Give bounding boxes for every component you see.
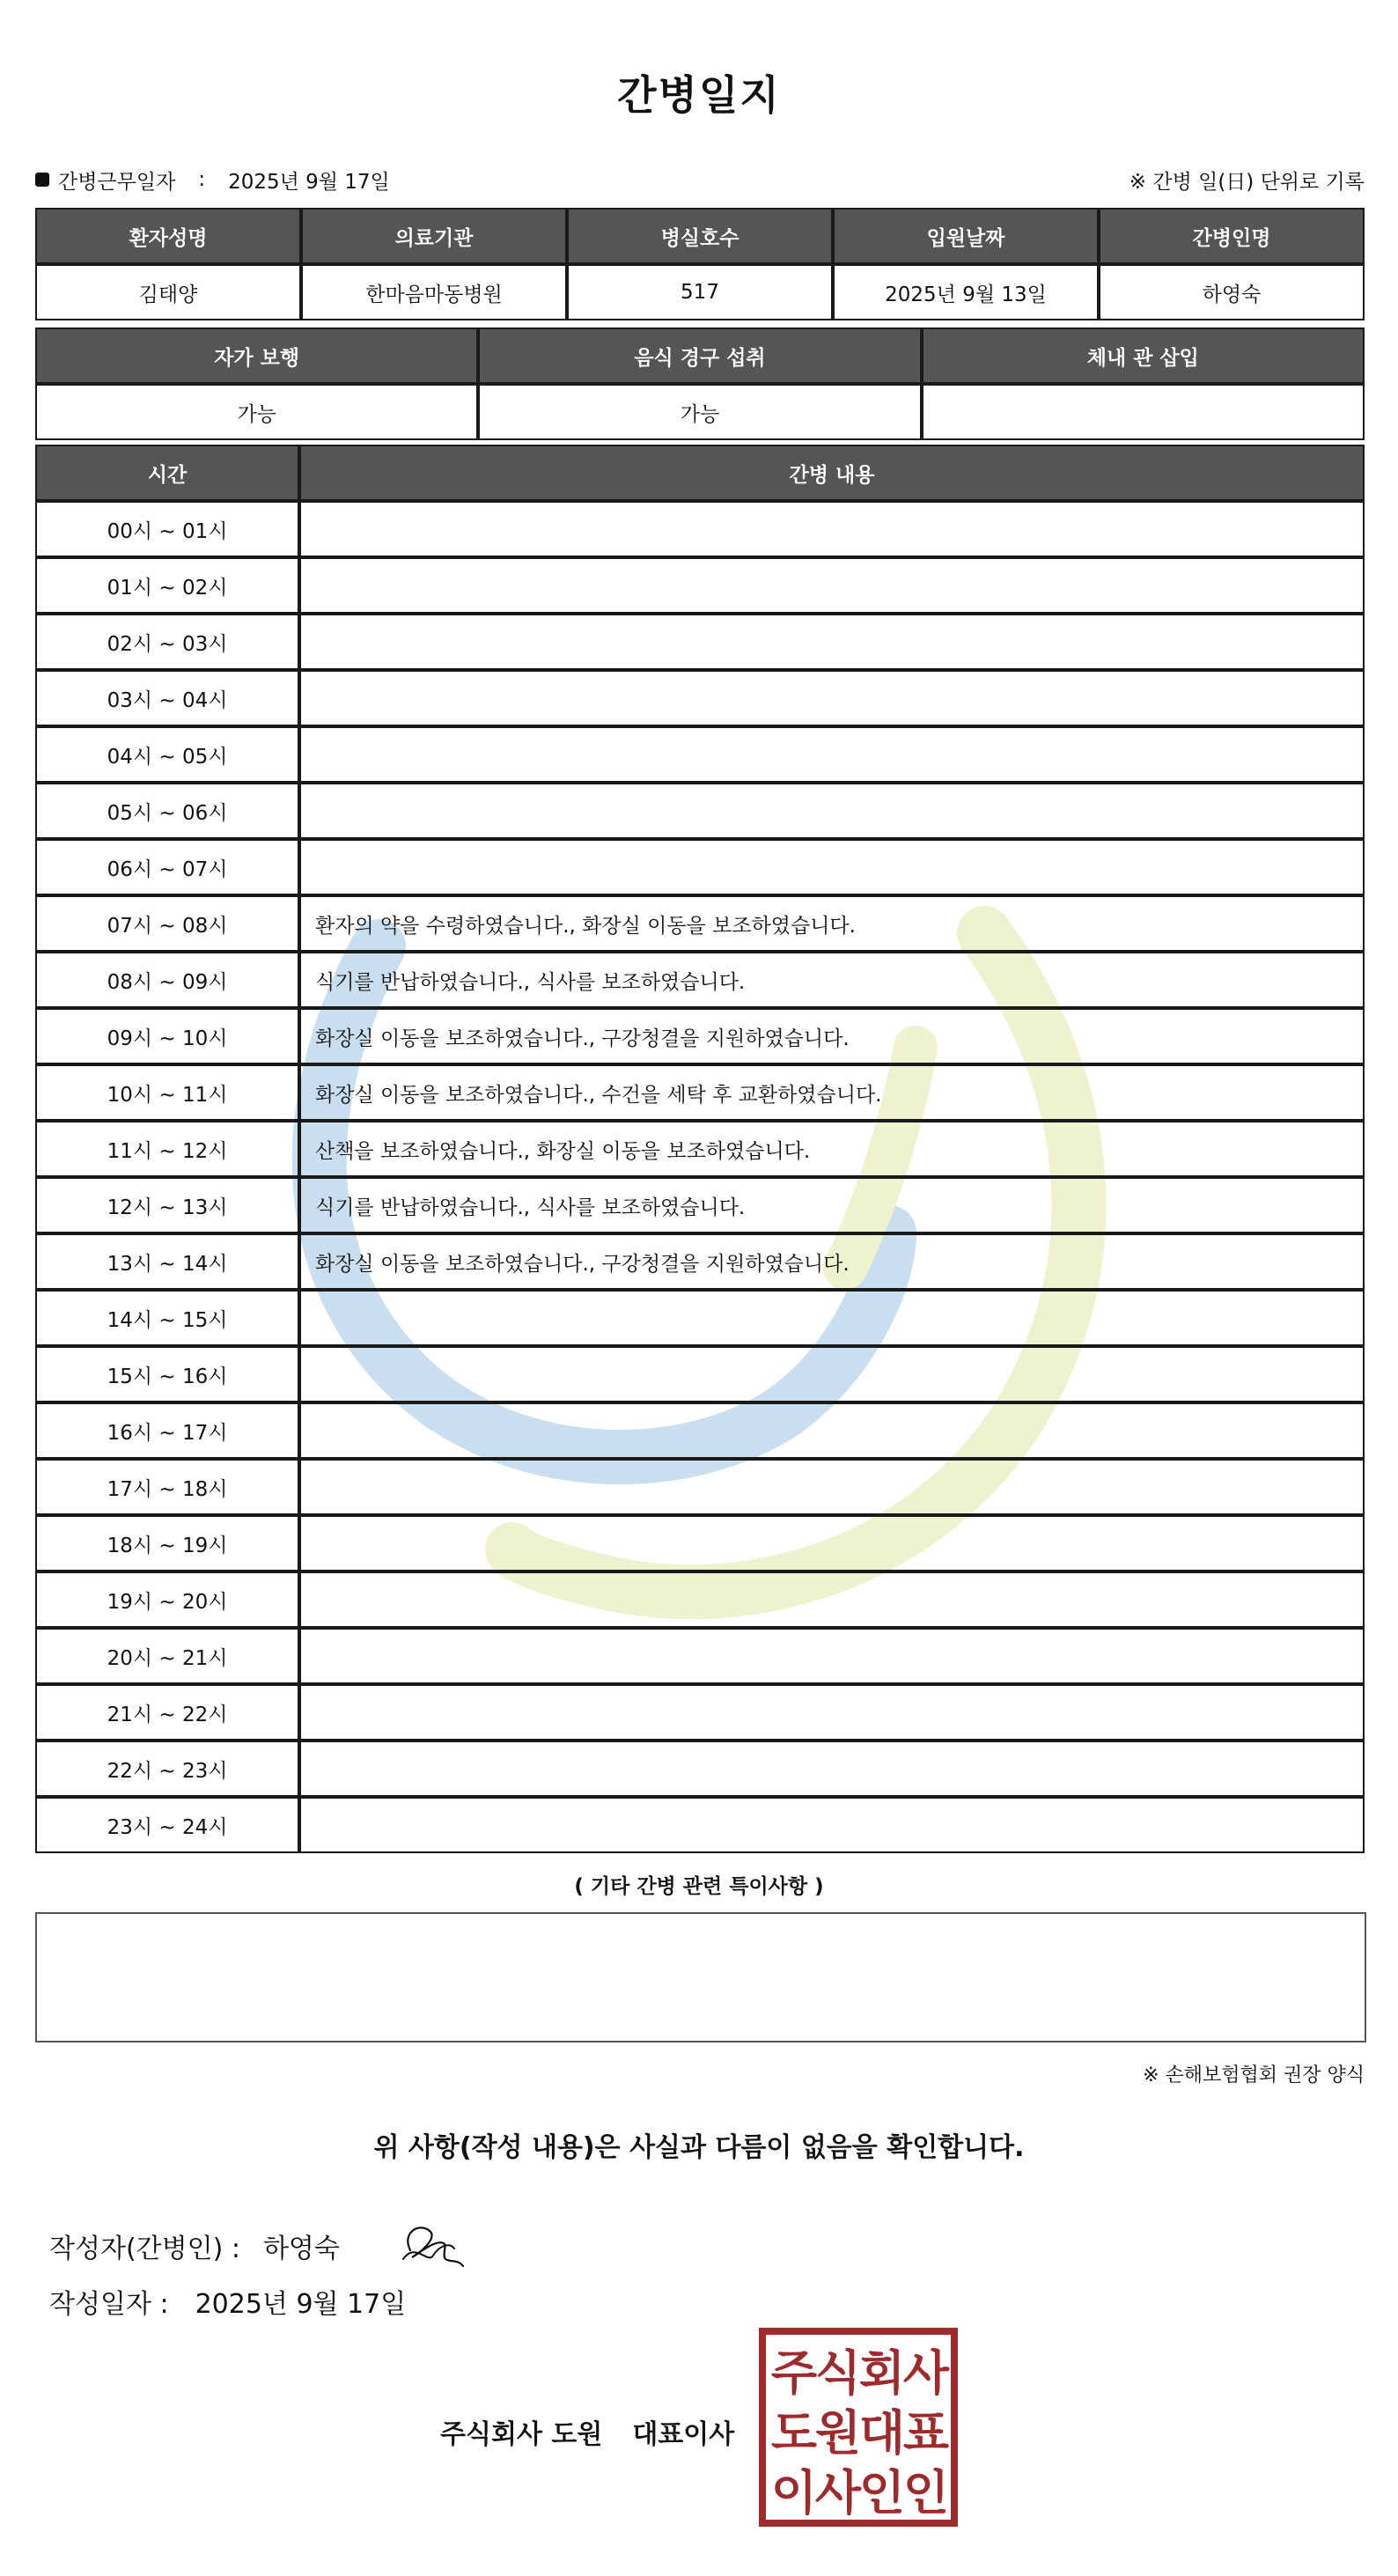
care-content-cell [299, 1571, 1365, 1628]
care-content-cell: 화장실 이동을 보조하였습니다., 구강청결을 지원하였습니다. [299, 1008, 1365, 1064]
oral-intake-value: 가능 [478, 384, 921, 440]
tube-insertion-value [922, 384, 1365, 440]
care-log-body [35, 501, 1365, 1853]
time-cell: 14시 ~ 15시 [35, 1290, 299, 1346]
table-row [35, 1233, 1365, 1290]
time-cell: 07시 ~ 08시 [35, 895, 299, 952]
date-row [49, 2282, 406, 2321]
table-row [35, 1515, 1365, 1571]
care-content-cell: 식기를 반납하였습니다., 식사를 보조하였습니다. [299, 952, 1365, 1008]
signature-icon [393, 2215, 472, 2277]
table-row [35, 1064, 1365, 1121]
time-cell: 15시 ~ 16시 [35, 1346, 299, 1402]
table-row [35, 1008, 1365, 1064]
table-row [35, 501, 1365, 557]
ceo-title: 대표이사 [632, 2419, 735, 2450]
patient-info-table [35, 208, 1365, 320]
time-cell: 23시 ~ 24시 [35, 1797, 299, 1853]
header-hospital: 의료기관 [301, 208, 567, 264]
table-row [35, 726, 1365, 783]
table-row [35, 1684, 1365, 1741]
ability-table [35, 328, 1365, 440]
insurance-note: ※ 손해보험협회 권장 양식 [1143, 2064, 1365, 2087]
author-row [49, 2215, 472, 2277]
care-content-cell [299, 1402, 1365, 1459]
work-date [35, 166, 390, 195]
care-content-cell [299, 1741, 1365, 1797]
time-cell: 10시 ~ 11시 [35, 1064, 299, 1121]
confirmation-statement: 위 사항(작성 내용)은 사실과 다름이 없음을 확인합니다. [373, 2132, 1025, 2163]
care-content-cell [299, 501, 1365, 557]
care-content-cell [299, 670, 1365, 726]
time-cell: 20시 ~ 21시 [35, 1628, 299, 1684]
table-row [35, 1628, 1365, 1684]
caregiver-name: 하영숙 [1099, 264, 1365, 320]
ability-header-row [35, 328, 1365, 384]
care-content-cell: 화장실 이동을 보조하였습니다., 구강청결을 지원하였습니다. [299, 1233, 1365, 1290]
table-row [35, 1121, 1365, 1177]
table-row [35, 1797, 1365, 1853]
care-content-cell: 화장실 이동을 보조하였습니다., 수건을 세탁 후 교환하였습니다. [299, 1064, 1365, 1121]
author-label: 작성자(간병인) : [49, 2234, 240, 2264]
table-row [35, 670, 1365, 726]
care-content-cell [299, 1515, 1365, 1571]
date-label: 작성일자 : [49, 2289, 169, 2320]
care-content-cell: 산책을 보조하였습니다., 화장실 이동을 보조하였습니다. [299, 1121, 1365, 1177]
svg-text:도: 도 [770, 2405, 818, 2461]
table-row [35, 839, 1365, 895]
care-content-cell [299, 1290, 1365, 1346]
time-cell: 05시 ~ 06시 [35, 783, 299, 839]
table-row [35, 895, 1365, 952]
bullet-square-icon [35, 173, 49, 187]
svg-text:이: 이 [770, 2465, 818, 2521]
time-cell: 21시 ~ 22시 [35, 1684, 299, 1741]
header-time: 시간 [35, 445, 299, 501]
time-cell: 22시 ~ 23시 [35, 1741, 299, 1797]
svg-text:인: 인 [858, 2465, 906, 2521]
care-content-cell: 식기를 반납하였습니다., 식사를 보조하였습니다. [299, 1177, 1365, 1233]
time-cell: 16시 ~ 17시 [35, 1402, 299, 1459]
work-date-separator: : [198, 168, 206, 191]
header-self-walking: 자가 보행 [35, 328, 478, 384]
header-oral-intake: 음식 경구 섭취 [478, 328, 921, 384]
time-cell: 02시 ~ 03시 [35, 614, 299, 670]
care-content-cell [299, 726, 1365, 783]
table-row [35, 783, 1365, 839]
time-cell: 06시 ~ 07시 [35, 839, 299, 895]
svg-text:사: 사 [902, 2345, 950, 2401]
care-content-cell [299, 1684, 1365, 1741]
patient-name: 김태양 [35, 264, 301, 320]
time-cell: 11시 ~ 12시 [35, 1121, 299, 1177]
time-cell: 12시 ~ 13시 [35, 1177, 299, 1233]
header-room-number: 병실호수 [567, 208, 833, 264]
patient-info-value-row [35, 264, 1365, 320]
self-walking-value: 가능 [35, 384, 478, 440]
table-row [35, 1741, 1365, 1797]
header-tube-insertion: 체내 관 삽입 [922, 328, 1365, 384]
hospital-name: 한마음마동병원 [301, 264, 567, 320]
notes-title: ( 기타 간병 관련 특이사항 ) [574, 1875, 824, 1898]
care-content-cell [299, 614, 1365, 670]
svg-text:사: 사 [814, 2465, 862, 2521]
time-cell: 13시 ~ 14시 [35, 1233, 299, 1290]
table-row [35, 614, 1365, 670]
header-patient-name: 환자성명 [35, 208, 301, 264]
care-log-table [35, 445, 1365, 1853]
time-cell: 00시 ~ 01시 [35, 501, 299, 557]
unit-note: ※ 간병 일(日) 단위로 기록 [1129, 170, 1365, 194]
table-row [35, 1402, 1365, 1459]
time-cell: 09시 ~ 10시 [35, 1008, 299, 1064]
table-row [35, 1346, 1365, 1402]
time-cell: 19시 ~ 20시 [35, 1571, 299, 1628]
work-date-value: 2025년 9월 17일 [228, 170, 390, 194]
care-content-cell: 환자의 약을 수령하였습니다., 화장실 이동을 보조하였습니다. [299, 895, 1365, 952]
header-admission-date: 입원날짜 [833, 208, 1099, 264]
date-value: 2025년 9월 17일 [195, 2289, 407, 2320]
svg-text:주: 주 [770, 2345, 818, 2401]
svg-text:대: 대 [858, 2405, 906, 2461]
time-cell: 17시 ~ 18시 [35, 1459, 299, 1515]
table-row [35, 1571, 1365, 1628]
admission-date: 2025년 9월 13일 [833, 264, 1099, 320]
svg-text:회: 회 [858, 2345, 906, 2401]
meta-row [35, 164, 1365, 195]
table-row [35, 952, 1365, 1008]
care-content-cell [299, 1459, 1365, 1515]
table-row [35, 1459, 1365, 1515]
table-row [35, 557, 1365, 614]
patient-info-header-row [35, 208, 1365, 264]
header-caregiver-name: 간병인명 [1099, 208, 1365, 264]
company-row [440, 2412, 734, 2451]
ability-value-row [35, 384, 1365, 440]
care-content-cell [299, 1628, 1365, 1684]
work-date-label: 간병근무일자 [58, 170, 176, 194]
care-content-cell [299, 557, 1365, 614]
header-care-content: 간병 내용 [299, 445, 1365, 501]
table-row [35, 1177, 1365, 1233]
svg-text:식: 식 [814, 2345, 862, 2401]
svg-text:인: 인 [902, 2465, 950, 2521]
notes-box [35, 1912, 1366, 2042]
care-content-cell [299, 839, 1365, 895]
care-content-cell [299, 783, 1365, 839]
care-content-cell [299, 1797, 1365, 1853]
time-cell: 18시 ~ 19시 [35, 1515, 299, 1571]
company-seal-icon [759, 2328, 958, 2527]
document-title: 간병일지 [617, 71, 781, 119]
care-log-header-row [35, 445, 1365, 501]
author-name: 하영숙 [262, 2234, 340, 2264]
table-row [35, 1290, 1365, 1346]
company-name: 주식회사 도원 [440, 2419, 603, 2450]
room-number: 517 [567, 264, 833, 320]
svg-text:표: 표 [902, 2405, 950, 2461]
time-cell: 03시 ~ 04시 [35, 670, 299, 726]
time-cell: 08시 ~ 09시 [35, 952, 299, 1008]
time-cell: 01시 ~ 02시 [35, 557, 299, 614]
svg-text:원: 원 [814, 2405, 862, 2461]
time-cell: 04시 ~ 05시 [35, 726, 299, 783]
care-content-cell [299, 1346, 1365, 1402]
